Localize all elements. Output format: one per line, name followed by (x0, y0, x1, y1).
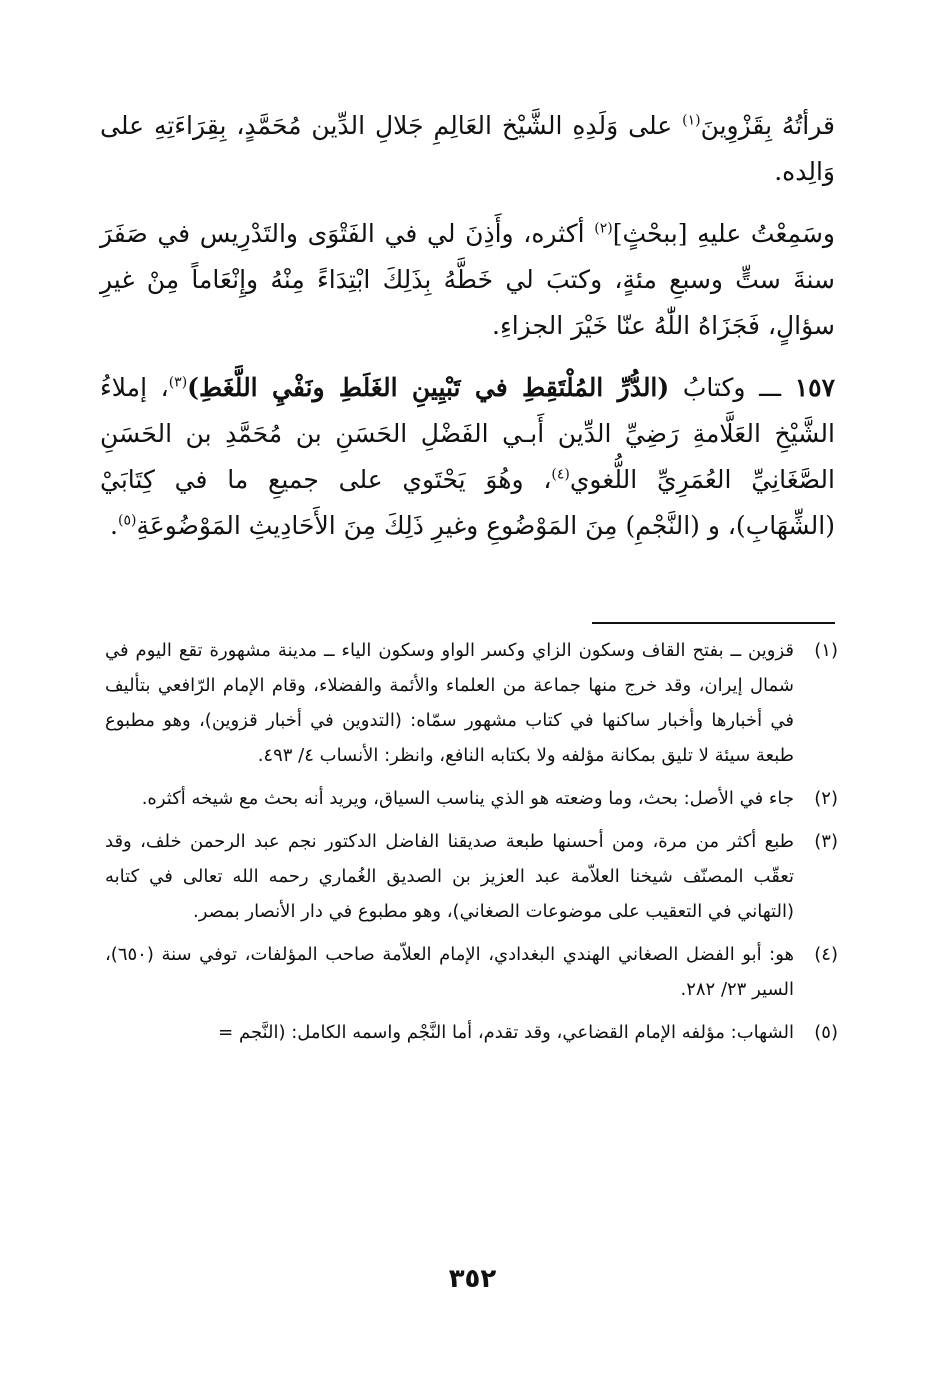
footnote-1 (105, 633, 838, 773)
footnote-number: (١) (814, 640, 838, 661)
footnote-text: هو: أبو الفضل الصغاني الهندي البغدادي، الإمام العلاّمة صاحب المؤلفات، توفي سنة (٦٥٠)، السير ٢٣/ ٢٨٢. (105, 944, 794, 1000)
main-text (100, 103, 835, 565)
book-title: (الدُّرِّ المُلْتَقِطِ في تَبْيِينِ الغَلَطِ ونَفْيِ اللَّغَطِ) (187, 373, 670, 402)
footnote-3 (105, 824, 838, 929)
footnote-ref-2: (٢) (594, 220, 613, 237)
footnote-number: (٣) (814, 831, 838, 852)
paragraph-1 (100, 103, 835, 195)
paragraph-1-text-a: قرأتُهُ بِقَزْوِينَ (700, 111, 835, 140)
footnote-ref-1: (١) (682, 112, 701, 129)
paragraph-3-entry-157 (100, 365, 835, 549)
paragraph-2 (100, 211, 835, 349)
footnote-number: (٤) (814, 944, 838, 965)
entry-dash: ـــ وكتابُ (669, 373, 795, 402)
paragraph-2-text-a: وسَمِعْتُ عليهِ [ببحْثٍ] (612, 219, 835, 248)
paragraph-3-text-c: ، وهُوَ يَحْتَوي على جميعِ ما في كِتَابَيْ (الشِّهَابِ)، و (النَّجْمِ) مِنَ المَوْضُوعِ وغيرِ ذَلِكَ مِنَ الأَحَادِيثِ المَوْضُوعَةِ (100, 465, 835, 540)
footnote-2 (105, 781, 838, 816)
footnote-ref-4: (٤) (551, 466, 570, 483)
footnote-ref-3: (٣) (168, 374, 188, 391)
paragraph-3-text-d: . (110, 511, 118, 540)
footnote-number: (٥) (814, 1022, 838, 1043)
footnote-separator (592, 622, 835, 624)
footnote-text: طبع أكثر من مرة، ومن أحسنها طبعة صديقنا الفاضل الدكتور نجم عبد الرحمن خلف، وقد تعقّب المصنّف شيخنا العلاّمة عبد العزيز بن الصديق الغُماري رحمه الله تعالى في كتابه (التهاني في التعقيب على موضوعات الصغاني)، وهو مطبوع في دار الأنصار بمصر. (105, 831, 794, 922)
paragraph-1-text-b: على وَلَدِهِ الشَّيْخ العَالِمِ جَلالِ الدِّين مُحَمَّدٍ، بِقِرَاءَتِهِ على وَالِده. (100, 111, 835, 186)
footnote-4 (105, 937, 838, 1007)
footnotes (105, 633, 838, 1058)
paragraph-3-text-b: ، إملاءُ الشَّيْخِ العَلَّامةِ رَضِيِّ الدِّين أَبـي الفَضْلِ الحَسَنِ بن مُحَمَّدِ بن الحَسَنِ الصَّغَانِيِّ العُمَرِيِّ اللُّغوي (100, 373, 835, 494)
footnote-ref-5: (٥) (117, 512, 137, 529)
footnote-text: قزوين ــ بفتح القاف وسكون الزاي وكسر الواو وسكون الياء ــ مدينة مشهورة تقع اليوم في شمال إيران، وقد خرج منها جماعة من العلماء والأئمة والفضلاء، وقام الإمام الرّافعي بتأليف في أخبارها وأخبار ساكنها في كتاب مشهور سمّاه: (التدوين في أخبار قزوين)، وهو مطبوع طبعة سيئة لا تليق بمكانة مؤلفه ولا بكتابه النافع، وانظر: الأنساب ٤/ ٤٩٣. (105, 640, 794, 766)
footnote-number: (٢) (814, 788, 838, 809)
paragraph-2-text-b: أكثره، وأَذِنَ لي في الفَتْوَى والتَدْرِيس في صَفَرَ سنةَ ستٍّ وسبعِ مئةٍ، وكتبَ لي خَطَّهُ بِذَلِكَ ابْتِدَاءً مِنْهُ وإِنْعَاماً مِنْ غيرِ سؤالٍ، فَجَزَاهُ اللّٰهُ عنّا خَيْرَ الجزاءِ. (100, 219, 835, 340)
page-number: ٣٥٢ (448, 1264, 497, 1294)
footnote-text: جاء في الأصل: بحث، وما وضعته هو الذي يناسب السياق، ويريد أنه بحث مع شيخه أكثره. (141, 788, 794, 809)
footnote-5 (105, 1015, 838, 1050)
footnote-text: الشهاب: مؤلفه الإمام القضاعي، وقد تقدم، أما النَّجْم واسمه الكامل: (النَّجم = (218, 1022, 794, 1043)
entry-number: ١٥٧ (794, 373, 836, 402)
